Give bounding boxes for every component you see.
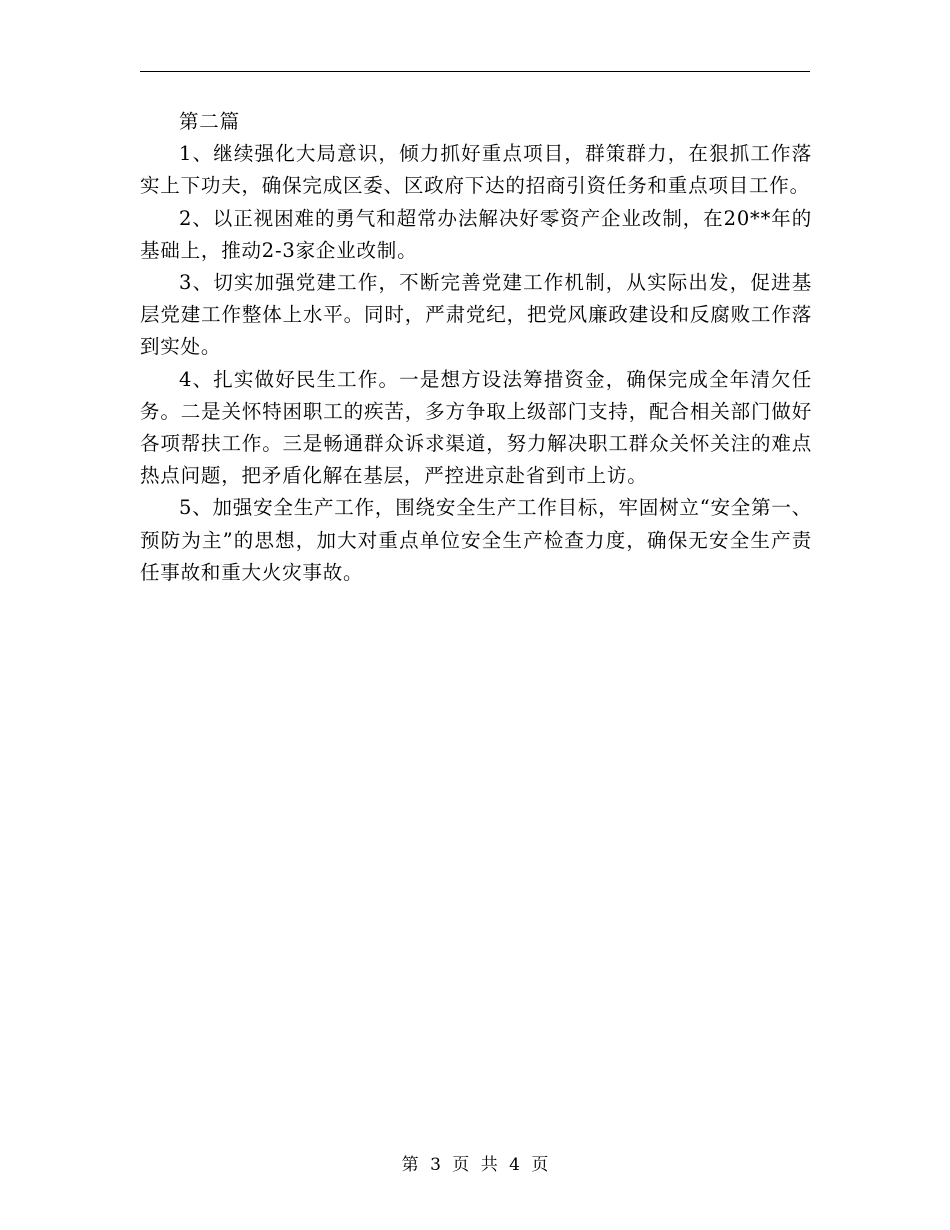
header-rule [140,71,810,72]
page-label-suffix: 页 [531,1155,549,1175]
total-pages-number: 4 [509,1155,520,1175]
page-footer [0,1154,950,1176]
paragraph-1: 1、继续强化大局意识，倾力抓好重点项目，群策群力，在狠抓工作落实上下功夫，确保完成区委、区政府下达的招商引资任务和重点项目工作。 [140,142,812,198]
paragraph-2: 2、以正视困难的勇气和超常办法解决好零资产企业改制，在20**年的基础上，推动2-3家企业改制。 [140,206,812,262]
paragraph-3: 3、切实加强党建工作，不断完善党建工作机制，从实际出发，促进基层党建工作整体上水平。同时，严肃党纪，把党风廉政建设和反腐败工作落到实处。 [140,271,812,359]
section-title: 第二篇 [179,110,240,133]
page-label-mid: 页 共 [452,1155,498,1175]
document-body [140,106,812,589]
current-page-number: 3 [430,1155,441,1175]
page-label-prefix: 第 [401,1155,419,1175]
paragraph-5: 5、加强安全生产工作，围绕安全生产工作目标，牢固树立“安全第一、预防为主”的思想，加大对重点单位安全生产检查力度，确保无安全生产责任事故和重大火灾事故。 [140,496,812,584]
paragraph-4: 4、扎实做好民生工作。一是想方设法筹措资金，确保完成全年清欠任务。二是关怀特困职工的疾苦，多方争取上级部门支持，配合相关部门做好各项帮扶工作。三是畅通群众诉求渠道，努力解决职工群众关怀关注的难点热点问题，把矛盾化解在基层，严控进京赴省到市上访。 [140,367,812,488]
